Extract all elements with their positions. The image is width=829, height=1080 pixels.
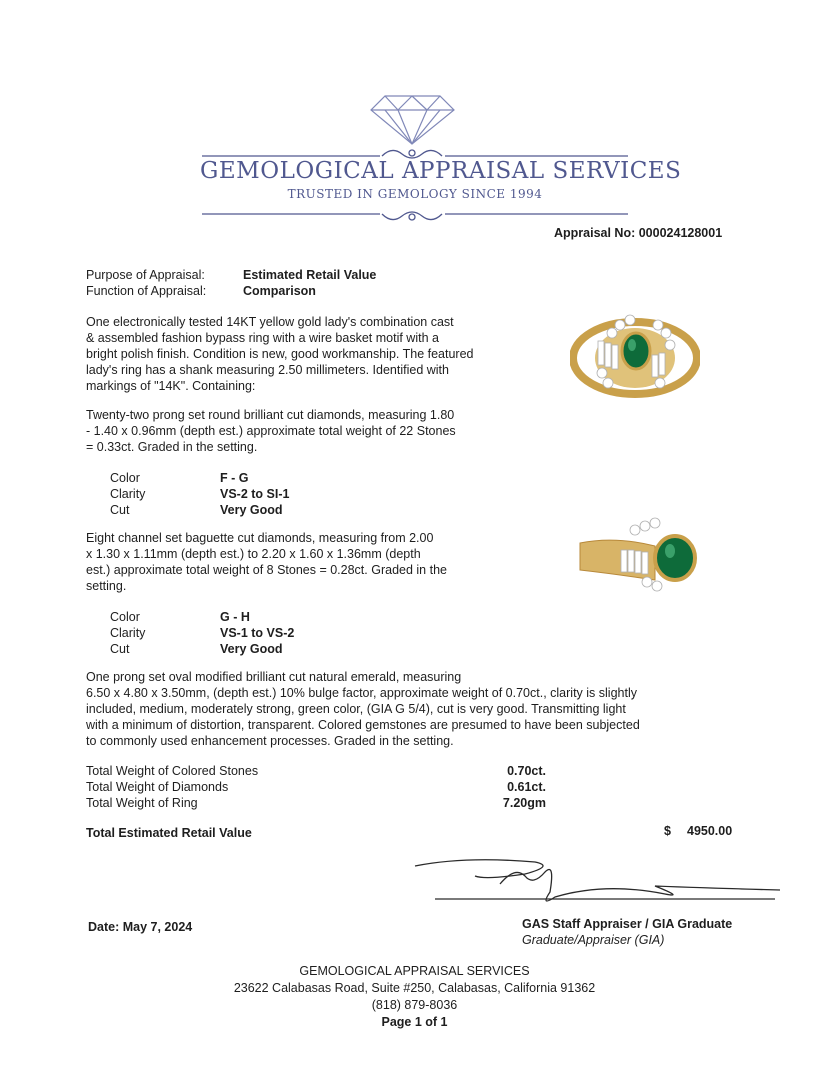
retail-value-label: Total Estimated Retail Value: [86, 826, 252, 840]
grade-value: Very Good: [220, 642, 283, 656]
footer-phone: (818) 879-8036: [371, 998, 458, 1012]
total-label: Total Weight of Ring: [86, 796, 198, 810]
ring-photo-side: [575, 508, 705, 618]
round-line: = 0.33ct. Graded in the setting.: [86, 440, 258, 454]
appraiser-subtitle: Graduate/Appraiser (GIA): [522, 933, 665, 947]
grade-value: VS-1 to VS-2: [220, 626, 295, 640]
baguette-line: setting.: [86, 579, 127, 593]
signature: [405, 852, 785, 912]
function-value: Comparison: [243, 284, 316, 298]
description-line: & assembled fashion bypass ring with a wire basket motif with a: [86, 331, 439, 345]
baguette-line: Eight channel set baguette cut diamonds, measuring from 2.00: [86, 531, 434, 545]
appraisal-date: Date: May 7, 2024: [88, 920, 193, 934]
page-number: Page 1 of 1: [381, 1015, 448, 1029]
company-logo: [200, 88, 682, 228]
purpose-label: Purpose of Appraisal:: [86, 268, 205, 282]
grade-value: VS-2 to SI-1: [220, 487, 290, 501]
baguette-grades: [110, 609, 294, 657]
grade-label: Color: [110, 471, 140, 485]
description-line: lady's ring has a shank measuring 2.50 millimeters. Identified with: [86, 363, 449, 377]
appraisal-number: Appraisal No: 000024128001: [554, 226, 723, 240]
ring-photo-top: [570, 303, 700, 413]
function-label: Function of Appraisal:: [86, 284, 207, 298]
emerald-line: to commonly used enhancement processes. Graded in the setting.: [86, 734, 454, 748]
description-line: markings of "14K". Containing:: [86, 379, 256, 393]
description-line: One electronically tested 14KT yellow gold lady's combination cast: [86, 315, 454, 329]
footer-address: 23622 Calabasas Road, Suite #250, Calabasas, California 91362: [233, 981, 596, 995]
footer-company: GEMOLOGICAL APPRAISAL SERVICES: [299, 964, 530, 978]
round-line: - 1.40 x 0.96mm (depth est.) approximate total weight of 22 Stones: [86, 424, 456, 438]
round-line: Twenty-two prong set round brilliant cut diamonds, measuring 1.80: [86, 408, 455, 422]
baguette-diamonds-description: [86, 530, 516, 594]
emerald-description: [86, 669, 706, 749]
emerald-line: 6.50 x 4.80 x 3.50mm, (depth est.) 10% bulge factor, approximate weight of 0.70ct., clarity is slightly: [86, 686, 637, 700]
total-label: Total Weight of Diamonds: [86, 780, 229, 794]
purpose-value: Estimated Retail Value: [243, 268, 377, 282]
grade-label: Color: [110, 610, 140, 624]
description-line: bright polish finish. Condition is new, good workmanship. The featured: [86, 347, 474, 361]
grade-label: Cut: [110, 642, 130, 656]
baguette-line: x 1.30 x 1.11mm (depth est.) to 2.20 x 1.60 x 1.36mm (depth: [86, 547, 421, 561]
emerald-line: One prong set oval modified brilliant cut natural emerald, measuring: [86, 670, 462, 684]
ring-description: [86, 314, 516, 394]
retail-value: 4950.00: [687, 824, 733, 838]
total-label: Total Weight of Colored Stones: [86, 764, 259, 778]
emerald-line: with a minimum of distortion, transparent. Colored gemstones are presumed to have been subjected: [86, 718, 640, 732]
grade-value: Very Good: [220, 503, 283, 517]
grade-value: G - H: [220, 610, 250, 624]
total-value: 7.20gm: [502, 796, 546, 810]
total-value: 0.61ct.: [507, 780, 546, 794]
grade-label: Cut: [110, 503, 130, 517]
retail-currency: $: [664, 824, 671, 838]
appraiser-title: GAS Staff Appraiser / GIA Graduate: [522, 917, 733, 931]
round-diamonds-description: [86, 407, 516, 455]
grade-value: F - G: [220, 471, 249, 485]
emerald-line: included, medium, moderately strong, green color, (GIA G 5/4), cut is very good. Transmitting light: [86, 702, 626, 716]
grade-label: Clarity: [110, 626, 146, 640]
footer: [0, 963, 829, 1031]
totals-block: [86, 763, 546, 811]
purpose-block: [86, 267, 376, 299]
logo-company-name: GEMOLOGICAL APPRAISAL SERVICES: [200, 158, 682, 184]
total-value: 0.70ct.: [507, 764, 546, 778]
round-grades: [110, 470, 289, 518]
grade-label: Clarity: [110, 487, 146, 501]
baguette-line: est.) approximate total weight of 8 Stones = 0.28ct. Graded in the: [86, 563, 447, 577]
logo-tagline: TRUSTED IN GEMOLOGY SINCE 1994: [287, 187, 543, 201]
